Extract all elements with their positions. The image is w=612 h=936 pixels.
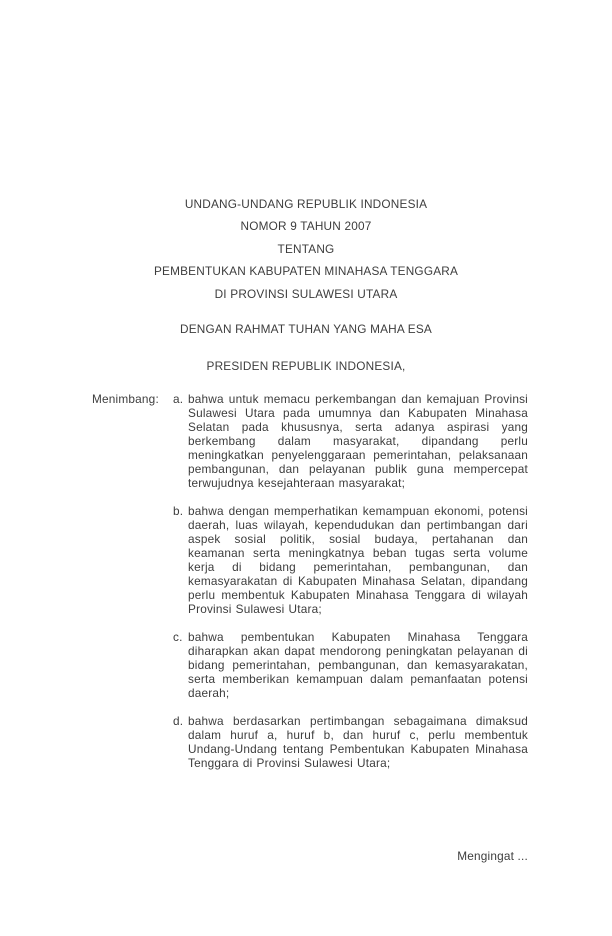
menimbang-section	[92, 392, 528, 770]
menimbang-item-b	[92, 504, 528, 616]
issuer-line: PRESIDEN REPUBLIK INDONESIA,	[206, 359, 406, 373]
item-text-a: bahwa untuk memacu perkembangan dan kemajuan Provinsi Sulawesi Utara pada umumnya dan Kabupaten Minahasa Selatan pada khususnya, serta adanya aspirasi yang berkembang dalam masyarakat, dipandang perlu meningkatkan penyelenggaraan pemerintahan, pelaksanaan pembangunan, dan pelayanan publik guna mempercepat terwujudnya kesejahteraan masyarakat;	[188, 392, 528, 490]
catchword: Mengingat ...	[457, 849, 528, 863]
menimbang-item-d	[92, 714, 528, 770]
doc-subject-line: PEMBENTUKAN KABUPATEN MINAHASA TENGGARA	[153, 264, 459, 279]
invocation-line: DENGAN RAHMAT TUHAN YANG MAHA ESA	[180, 322, 432, 336]
item-text-b: bahwa dengan memperhatikan kemampuan ekonomi, potensi daerah, luas wilayah, kependudukan dan pertimbangan dari aspek sosial politik, sosial budaya, pertahanan dan keamanan serta meningkatnya beban tugas serta volume kerja di bidang pemerintahan, pembangunan, dan kemasyarakatan di Kabupaten Minahasa Selatan, dipandang perlu membentuk Kabupaten Minahasa Tenggara di wilayah Provinsi Sulawesi Utara;	[188, 504, 528, 616]
menimbang-item-c	[92, 630, 528, 700]
doc-region-line: DI PROVINSI SULAWESI UTARA	[214, 286, 398, 301]
doc-tentang-line: TENTANG	[277, 241, 335, 256]
menimbang-item-a	[92, 392, 528, 490]
item-marker-c: c.	[173, 630, 183, 644]
item-marker-d: d.	[173, 714, 184, 728]
item-marker-a: a.	[173, 392, 184, 406]
document-heading	[0, 193, 612, 305]
menimbang-label: Menimbang:	[92, 392, 159, 406]
item-marker-b: b.	[173, 504, 184, 518]
doc-type-line: UNDANG-UNDANG REPUBLIK INDONESIA	[184, 197, 428, 211]
item-text-d: bahwa berdasarkan pertimbangan sebagaimana dimaksud dalam huruf a, huruf b, dan huruf c, perlu membentuk Undang-Undang tentang Pembentukan Kabupaten Minahasa Tenggara di Provinsi Sulawesi Utara;	[188, 714, 528, 770]
item-text-c: bahwa pembentukan Kabupaten Minahasa Tenggara diharapkan akan dapat mendorong peningkatan pelayanan di bidang pemerintahan, pembangunan, dan kemasyarakatan, serta memberikan kemampuan dalam pemanfaatan potensi daerah;	[188, 630, 528, 700]
doc-number-line: NOMOR 9 TAHUN 2007	[240, 219, 372, 234]
